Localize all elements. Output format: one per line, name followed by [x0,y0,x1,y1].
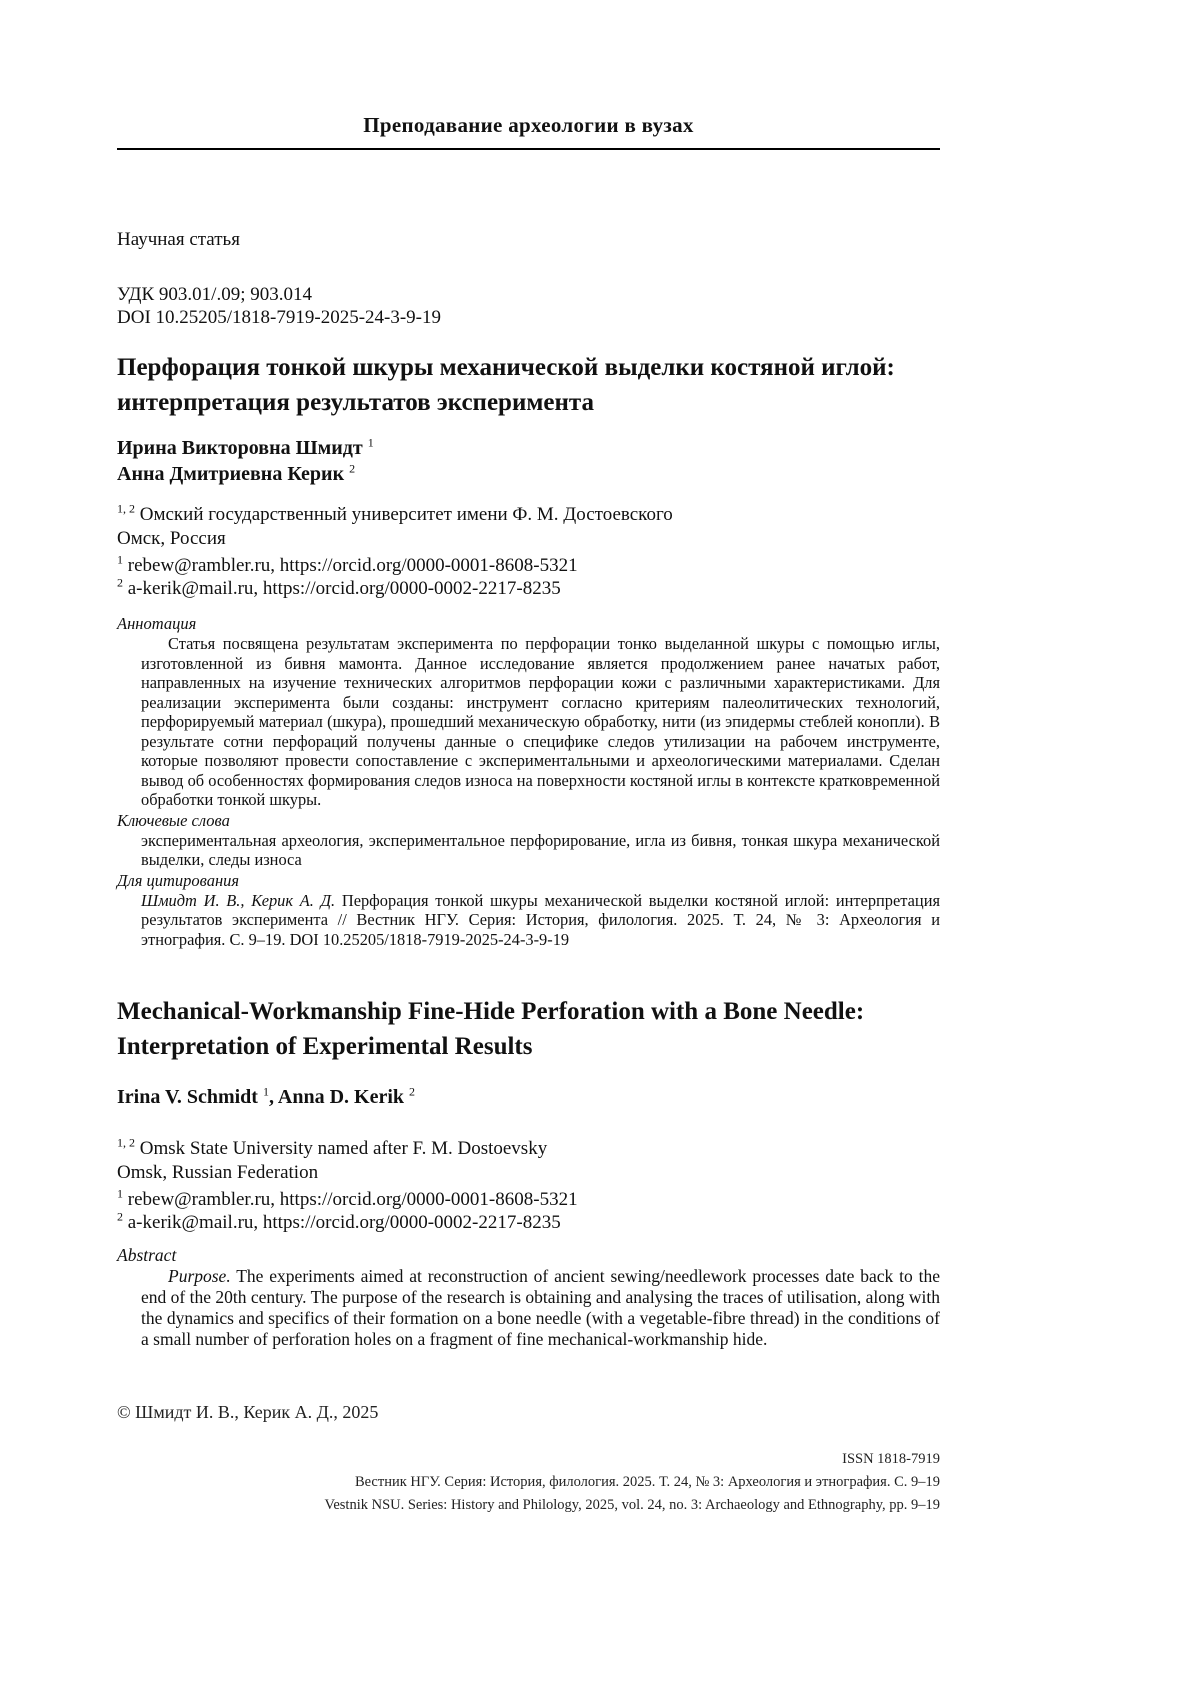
udc-line: УДК 903.01/.09; 903.014 [117,284,312,305]
author-name: Ирина Викторовна Шмидт [117,437,363,459]
authors-ru [117,435,940,487]
abstract-body: The experiments aimed at reconstruction of ancient sewing/needlework processes date back to the end of the 20th century. The purpose of the research is obtaining and analysing the traces of utilisation, along with the dynamics and specifics of their formation on a bone needle (with a vegetable-fibre thread) in the conditions of a small number of perforation holes on a fragment of fine mechanical-workmanship hide. [141,1266,940,1349]
affiliation-sup: 1, 2 [117,501,135,516]
footer-issn: ISSN 1818-7919 [842,1451,940,1467]
contact-line [117,1188,940,1211]
running-head-title: Преподавание археологии в вузах [363,113,694,137]
keywords-label: Ключевые слова [117,810,230,830]
running-head-rule [117,148,940,150]
citation-paragraph [141,891,940,950]
author-sup: 1 [367,435,374,450]
author-sup: 2 [349,461,356,476]
abstract-paragraph [141,1266,940,1350]
citation-body: Перфорация тонкой шкуры механической выделки костяной иглой: интерпретация результатов эксперимента // Вестник НГУ. Серия: История, филология. 2025. Т. 24, № 3: Археология и этнография. С. 9–19. DOI 10.25205/1818-7919-2025-24-3-9-19 [141,890,940,949]
keywords-text: экспериментальная археология, экспериментальное перфорирование, игла из бивня, тонкая шкура механической выделки, следы износа [141,830,940,869]
affiliation-city: Omsk, Russian Federation [117,1162,319,1183]
authors-separator: , [268,1086,278,1108]
affiliation-org: Omsk State University named after F. M. Dostoevsky [139,1138,548,1159]
citation-label: Для цитирования [117,870,240,890]
affiliation-en [117,1137,940,1185]
affiliation-city: Омск, Россия [117,528,226,549]
article-title-ru: Перфорация тонкой шкуры механической выделки костяной иглой: интерпретация результатов эксперимента [117,354,895,416]
contact-sup: 1 [117,1186,123,1201]
author-sup: 2 [409,1084,415,1099]
udc-doi-block [117,283,940,329]
abstract-section [117,1245,940,1350]
author-name: Анна Дмитриевна Керик [117,463,345,485]
page-footer [324,1448,940,1517]
affiliation-org: Омский государственный университет имени Ф. М. Достоевского [139,504,673,525]
author-sup: 1 [262,1084,269,1099]
footer-journal-ru: Вестник НГУ. Серия: История, филология. 2025. Т. 24, № 3: Археология и этнография. С. 9–19 [354,1474,940,1490]
article-title-en: Mechanical-Workmanship Fine-Hide Perforation with a Bone Needle: Interpretation of Experimental Results [117,998,865,1060]
abstract-label: Abstract [117,1245,177,1265]
affiliation-ru [117,503,940,551]
contact-text: rebew@rambler.ru, https://orcid.org/0000-0001-8608-5321 [127,1189,578,1210]
running-head [117,112,940,150]
article-type-label: Научная статья [117,229,240,250]
author-ru-2 [117,461,940,487]
contact-text: a-kerik@mail.ru, https://orcid.org/0000-0002-2217-8235 [127,1212,561,1233]
copyright-line: © Шмидт И. В., Керик А. Д., 2025 [117,1402,379,1422]
contact-sup: 1 [117,552,123,567]
abstract-lead: Purpose. [168,1266,231,1286]
doi-line: DOI 10.25205/1818-7919-2025-24-3-9-19 [117,307,442,328]
authors-en [117,1084,940,1110]
author-name: Anna D. Kerik [277,1086,404,1108]
annotation-label: Аннотация [117,614,197,633]
affiliation-org-line [117,503,940,527]
affiliation-sup: 1, 2 [117,1135,135,1150]
contact-text: a-kerik@mail.ru, https://orcid.org/0000-0002-2217-8235 [127,578,561,599]
contact-sup: 2 [117,575,123,590]
contact-sup: 2 [117,1209,123,1224]
author-ru-1 [117,435,940,461]
contact-text: rebew@rambler.ru, https://orcid.org/0000-0001-8608-5321 [127,555,578,576]
contact-line [117,554,940,577]
contacts-ru [117,554,940,600]
footer-journal-en: Vestnik NSU. Series: History and Philology, 2025, vol. 24, no. 3: Archaeology and Ethnography, pp. 9–19 [324,1497,940,1513]
contact-line [117,1211,940,1234]
author-name: Irina V. Schmidt [117,1086,258,1108]
affiliation-org-line [117,1137,940,1161]
annotation-section [117,613,940,949]
contacts-en [117,1188,940,1234]
annotation-text: Статья посвящена результатам эксперимента по перфорации тонко выделанной шкуры с помощью иглы, изготовленной из бивня мамонта. Данное исследование является продолжением ранее начатых работ, направленных на изучение технических алгоритмов перфорации кожи с различными характеристиками. Для реализации эксперимента были созданы: инструмент согласно критериям палеолитических технологий, перфорируемый материал (шкура), прошедший механическую обработку, нити (из эпидермы стеблей конопли). В результате сотни перфораций получены данные о специфике следов утилизации на рабочем инструменте, которые позволяют провести сопоставление с экспериментальными и археологическими материалами. Сделан вывод об особенностях формирования следов износа на поверхности костяной иглы в контексте кратковременной обработки тонкой шкуры. [141,634,940,809]
contact-line [117,577,940,600]
citation-authors: Шмидт И. В., Керик А. Д. [141,890,336,910]
